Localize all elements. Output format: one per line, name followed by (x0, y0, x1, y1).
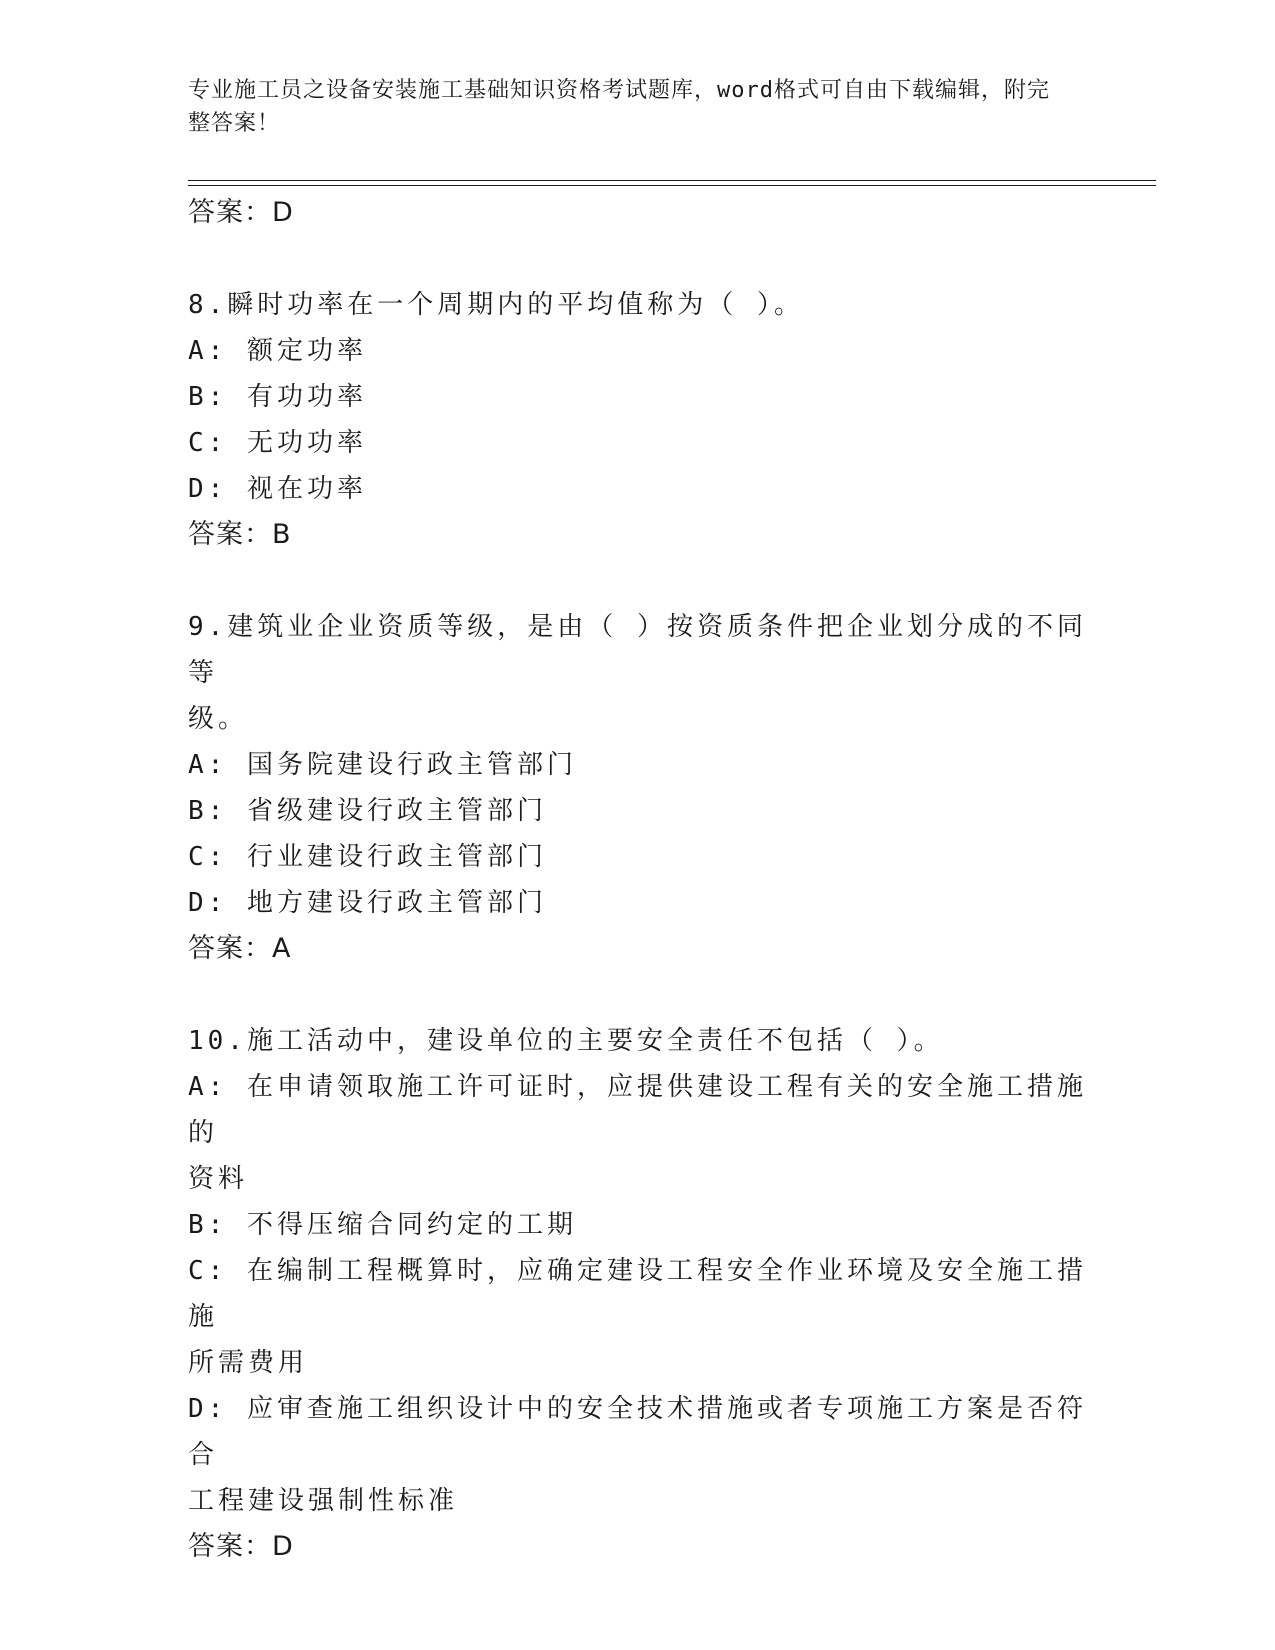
question-answer: 答案：D (188, 1531, 294, 1562)
option-b: B: 有功功率 (188, 382, 367, 412)
question-block-10 (188, 1018, 1088, 1570)
option-d: D: 视在功率 (188, 474, 367, 504)
previous-answer: 答案：D (188, 197, 294, 228)
spacer (188, 972, 1088, 1018)
option-a-continued: 资料 (188, 1164, 249, 1194)
option-a: A: 额定功率 (188, 336, 367, 366)
question-block-9 (188, 604, 1088, 972)
question-stem: 9.建筑业企业资质等级，是由（ ）按资质条件把企业划分成的不同等 (188, 612, 1087, 688)
question-stem: 10.施工活动中，建设单位的主要安全责任不包括（ ）。 (188, 1026, 944, 1056)
option-c: C: 在编制工程概算时，应确定建设工程安全作业环境及安全施工措施 (188, 1256, 1087, 1332)
option-a: A: 在申请领取施工许可证时，应提供建设工程有关的安全施工措施的 (188, 1072, 1087, 1148)
option-b: B: 省级建设行政主管部门 (188, 796, 547, 826)
spacer (188, 558, 1088, 604)
question-list (188, 190, 1088, 1570)
option-c-continued: 所需费用 (188, 1348, 309, 1378)
option-b: B: 不得压缩合同约定的工期 (188, 1210, 577, 1240)
question-answer: 答案：B (188, 519, 292, 550)
question-block-8 (188, 282, 1088, 558)
header-divider-bottom (188, 185, 1156, 186)
option-a: A: 国务院建设行政主管部门 (188, 750, 577, 780)
question-stem-continued: 级。 (188, 704, 249, 734)
spacer (188, 236, 1088, 282)
document-header (188, 74, 1068, 140)
option-d: D: 地方建设行政主管部门 (188, 888, 547, 918)
header-divider-top (188, 180, 1156, 181)
option-c: C: 无功功率 (188, 428, 367, 458)
option-c: C: 行业建设行政主管部门 (188, 842, 547, 872)
option-d-continued: 工程建设强制性标准 (188, 1486, 459, 1516)
question-stem: 8.瞬时功率在一个周期内的平均值称为（ ）。 (188, 290, 804, 320)
header-text: 专业施工员之设备安装施工基础知识资格考试题库，word格式可自由下载编辑，附完整答案！ (188, 78, 1050, 136)
option-d: D: 应审查施工组织设计中的安全技术措施或者专项施工方案是否符合 (188, 1394, 1087, 1470)
question-answer: 答案：A (188, 933, 292, 964)
